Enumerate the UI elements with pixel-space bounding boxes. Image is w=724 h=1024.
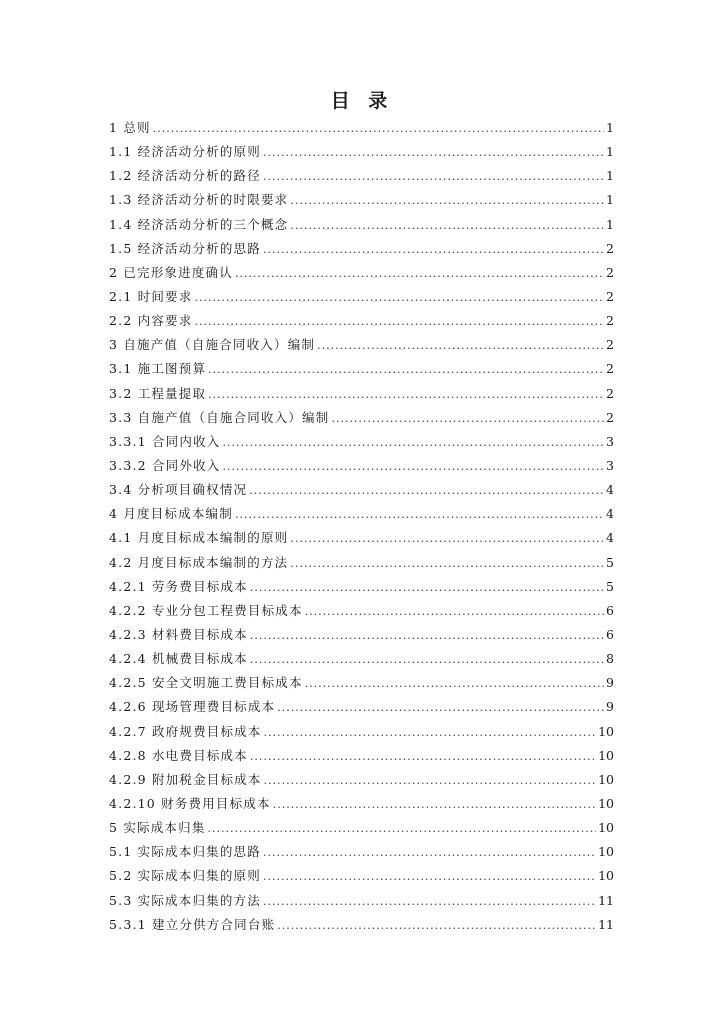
toc-entry-title: 1.1 经济活动分析的原则 <box>109 144 261 160</box>
toc-entry[interactable] <box>109 213 614 237</box>
toc-entry[interactable] <box>109 889 614 913</box>
toc-entry[interactable] <box>109 382 614 406</box>
toc-dot-leader <box>263 165 604 189</box>
toc-dot-leader <box>277 696 604 720</box>
toc-entry-title: 5.3.1 建立分供方合同台账 <box>109 916 276 932</box>
toc-entry-title: 4 月度目标成本编制 <box>109 506 233 522</box>
toc-entry[interactable] <box>109 406 614 430</box>
toc-entry[interactable] <box>109 454 614 478</box>
toc-entry-page-number: 8 <box>606 651 614 667</box>
toc-dot-leader <box>331 407 604 431</box>
toc-entry[interactable] <box>109 864 614 888</box>
toc-entry[interactable] <box>109 599 614 623</box>
toc-entry-page-number: 10 <box>598 747 614 763</box>
toc-dot-leader <box>153 117 604 141</box>
toc-entry-title: 3.3.2 合同外收入 <box>109 457 221 473</box>
toc-entry[interactable] <box>109 502 614 526</box>
toc-entry-title: 4.2.4 机械费目标成本 <box>109 651 248 667</box>
toc-dot-leader <box>208 817 597 841</box>
toc-entry-title: 1 总则 <box>109 120 151 135</box>
toc-entry[interactable] <box>109 671 614 695</box>
toc-entry-title: 4.2.5 安全文明施工费目标成本 <box>109 675 303 691</box>
toc-entry-title: 5 实际成本归集 <box>109 820 206 836</box>
toc-entry-page-number: 1 <box>606 144 614 160</box>
toc-dot-leader <box>208 358 604 382</box>
toc-dot-leader <box>290 214 604 238</box>
toc-entry-title: 4.2.6 现场管理费目标成本 <box>109 699 276 715</box>
toc-entry-page-number: 10 <box>598 844 614 860</box>
toc-dot-leader <box>263 841 596 865</box>
toc-entry-title: 4.2.8 水电费目标成本 <box>109 747 248 763</box>
toc-dot-leader <box>222 431 604 455</box>
toc-dot-leader <box>290 552 604 576</box>
toc-entry-page-number: 2 <box>606 240 614 256</box>
toc-entry[interactable] <box>109 430 614 454</box>
toc-entry-page-number: 11 <box>598 892 614 908</box>
toc-entry[interactable] <box>109 792 614 816</box>
toc-entry-page-number: 2 <box>606 313 614 329</box>
toc-entry-title: 4.1 月度目标成本编制的原则 <box>109 530 289 546</box>
toc-dot-leader <box>194 310 604 334</box>
toc-entry[interactable] <box>109 744 614 768</box>
toc-dot-leader <box>277 914 596 938</box>
toc-dot-leader <box>250 745 596 769</box>
toc-dot-leader <box>250 576 604 600</box>
toc-entry-title: 5.2 实际成本归集的原则 <box>109 868 261 884</box>
toc-entry-title: 1.2 经济活动分析的路径 <box>109 168 261 184</box>
toc-dot-leader <box>263 141 604 165</box>
toc-entry-title: 3.1 施工图预算 <box>109 361 207 377</box>
toc-entry[interactable] <box>109 237 614 261</box>
toc-entry[interactable] <box>109 647 614 671</box>
toc-entry-title: 4.2.7 政府规费目标成本 <box>109 723 262 739</box>
toc-entry-page-number: 2 <box>606 361 614 377</box>
toc-entry-title: 3.3 自施产值（自施合同收入）编制 <box>109 409 330 425</box>
toc-dot-leader <box>263 865 596 889</box>
toc-dot-leader <box>273 793 596 817</box>
toc-entry[interactable] <box>109 526 614 550</box>
toc-entry-page-number: 2 <box>606 385 614 401</box>
toc-entry-title: 1.5 经济活动分析的思路 <box>109 240 261 256</box>
toc-entry-page-number: 2 <box>606 337 614 353</box>
table-of-contents <box>109 116 614 937</box>
toc-dot-leader <box>208 383 604 407</box>
page-title: 目 录 <box>330 90 394 112</box>
toc-entry-page-number: 1 <box>606 120 614 135</box>
toc-entry-page-number: 2 <box>606 264 614 280</box>
toc-entry[interactable] <box>109 188 614 212</box>
toc-entry[interactable] <box>109 816 614 840</box>
toc-entry-title: 3 自施产值（自施合同收入）编制 <box>109 337 316 353</box>
toc-dot-leader <box>222 455 604 479</box>
toc-entry-page-number: 10 <box>598 868 614 884</box>
toc-entry-title: 5.1 实际成本归集的思路 <box>109 844 261 860</box>
toc-entry[interactable] <box>109 768 614 792</box>
toc-entry-page-number: 10 <box>598 771 614 787</box>
toc-entry-title: 3.2 工程量提取 <box>109 385 207 401</box>
toc-entry-page-number: 2 <box>606 288 614 304</box>
toc-entry-title: 3.3.1 合同内收入 <box>109 433 221 449</box>
toc-entry-page-number: 1 <box>606 168 614 184</box>
toc-entry-page-number: 6 <box>606 602 614 618</box>
toc-dot-leader <box>249 479 604 503</box>
toc-entry[interactable] <box>109 357 614 381</box>
toc-entry-page-number: 10 <box>598 795 614 811</box>
toc-entry[interactable] <box>109 140 614 164</box>
toc-entry-title: 4.2.9 附加税金目标成本 <box>109 771 262 787</box>
toc-dot-leader <box>194 286 604 310</box>
toc-entry-page-number: 5 <box>606 578 614 594</box>
toc-entry-title: 5.3 实际成本归集的方法 <box>109 892 261 908</box>
toc-entry[interactable] <box>109 478 614 502</box>
toc-entry-page-number: 4 <box>606 506 614 522</box>
toc-entry-page-number: 6 <box>606 626 614 642</box>
toc-entry-title: 4.2 月度目标成本编制的方法 <box>109 554 289 570</box>
toc-entry-page-number: 1 <box>606 216 614 232</box>
toc-entry[interactable] <box>109 623 614 647</box>
toc-entry[interactable] <box>109 116 614 140</box>
toc-entry-title: 2 已完形象进度确认 <box>109 264 233 280</box>
toc-dot-leader <box>290 527 604 551</box>
toc-dot-leader <box>264 769 597 793</box>
toc-entry[interactable] <box>109 309 614 333</box>
toc-dot-leader <box>264 721 597 745</box>
toc-entry-page-number: 10 <box>598 820 614 836</box>
toc-dot-leader <box>250 624 604 648</box>
toc-entry-page-number: 3 <box>606 433 614 449</box>
toc-dot-leader <box>317 334 604 358</box>
toc-entry-title: 1.3 经济活动分析的时限要求 <box>109 192 289 208</box>
toc-dot-leader <box>263 890 596 914</box>
toc-entry-page-number: 9 <box>606 675 614 691</box>
toc-entry-page-number: 1 <box>606 192 614 208</box>
toc-entry-title: 4.2.10 财务费用目标成本 <box>109 795 271 811</box>
toc-entry-page-number: 3 <box>606 457 614 473</box>
toc-entry-page-number: 2 <box>606 409 614 425</box>
toc-entry-page-number: 5 <box>606 554 614 570</box>
toc-dot-leader <box>305 600 604 624</box>
toc-entry-page-number: 9 <box>606 699 614 715</box>
toc-entry[interactable] <box>109 261 614 285</box>
toc-entry-title: 4.2.2 专业分包工程费目标成本 <box>109 602 303 618</box>
toc-entry[interactable] <box>109 164 614 188</box>
toc-entry-title: 1.4 经济活动分析的三个概念 <box>109 216 289 232</box>
toc-entry-title: 2.2 内容要求 <box>109 313 193 329</box>
toc-entry-title: 2.1 时间要求 <box>109 288 193 304</box>
toc-entry[interactable] <box>109 695 614 719</box>
toc-dot-leader <box>235 503 604 527</box>
toc-entry-title: 3.4 分析项目确权情况 <box>109 482 248 498</box>
toc-entry-page-number: 4 <box>606 530 614 546</box>
toc-entry[interactable] <box>109 913 614 937</box>
toc-entry-page-number: 11 <box>598 916 614 932</box>
toc-entry-page-number: 4 <box>606 482 614 498</box>
toc-entry-page-number: 10 <box>598 723 614 739</box>
toc-entry[interactable] <box>109 333 614 357</box>
toc-dot-leader <box>290 189 604 213</box>
toc-dot-leader <box>250 648 604 672</box>
toc-dot-leader <box>305 672 604 696</box>
toc-dot-leader <box>235 262 604 286</box>
toc-entry[interactable] <box>109 285 614 309</box>
toc-entry[interactable] <box>109 840 614 864</box>
toc-entry[interactable] <box>109 575 614 599</box>
toc-entry[interactable] <box>109 720 614 744</box>
toc-dot-leader <box>263 238 604 262</box>
toc-entry-title: 4.2.3 材料费目标成本 <box>109 626 248 642</box>
toc-entry[interactable] <box>109 551 614 575</box>
toc-entry-title: 4.2.1 劳务费目标成本 <box>109 578 248 594</box>
